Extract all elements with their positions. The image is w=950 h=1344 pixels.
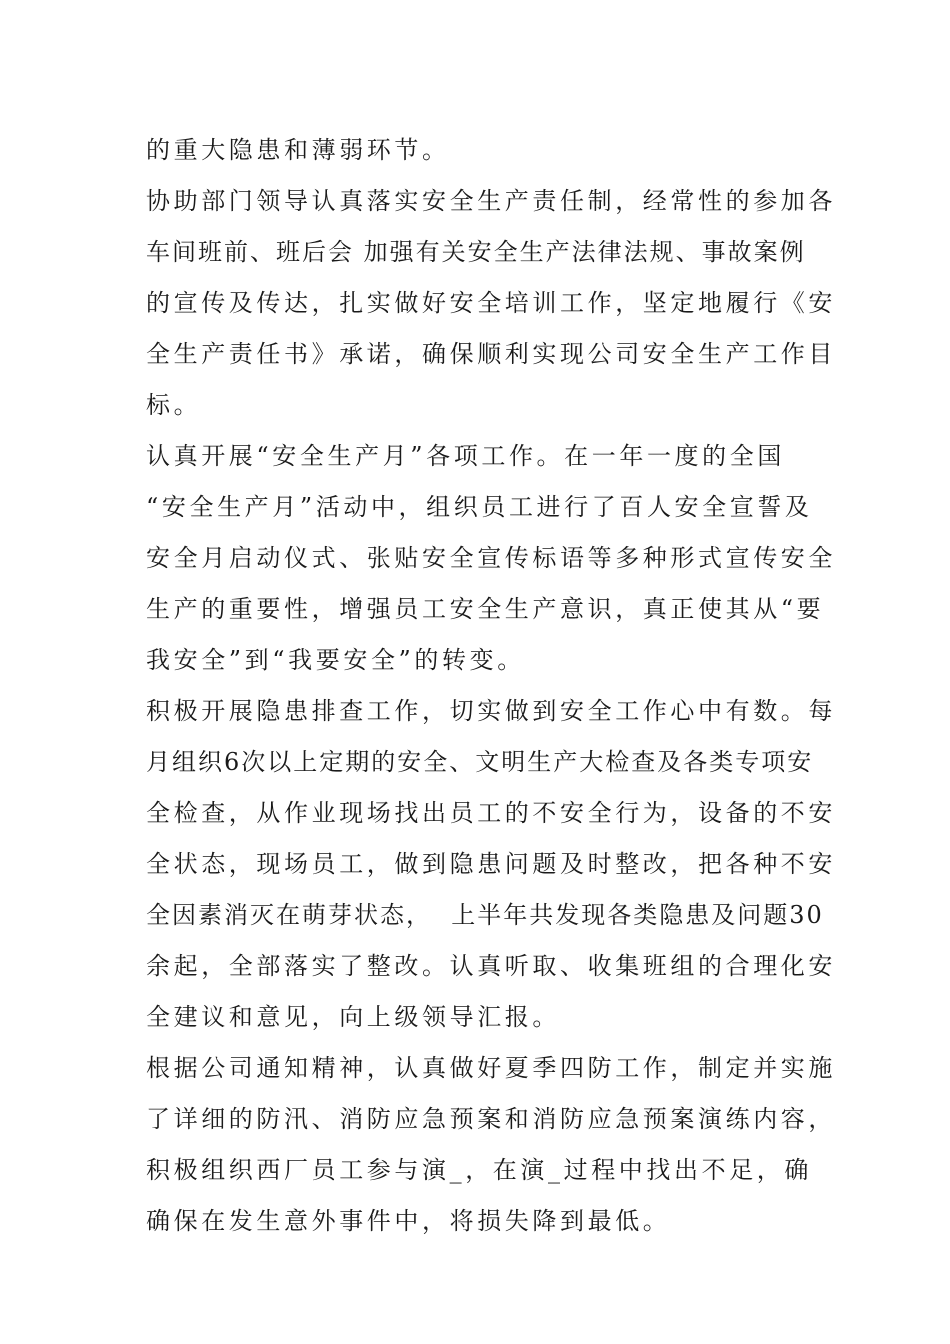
text-line: 标。 <box>146 391 202 419</box>
text-line: 全状态，现场员工，做到隐患问题及时整改，把各种不安 <box>146 850 836 878</box>
text-line: 的重大隐患和薄弱环节。 <box>146 136 450 164</box>
text-line: 认真开展“安全生产月”各项工作。在一年一度的全国 <box>146 442 785 470</box>
text-line: 的宣传及传达，扎实做好安全培训工作，坚定地履行《安 <box>146 289 836 317</box>
text-line: 余起，全部落实了整改。认真听取、收集班组的合理化安 <box>146 952 836 980</box>
text-line: 月组织6次以上定期的安全、文明生产大检查及各类专项安 <box>146 748 814 776</box>
text-line: 车间班前、班后会 加强有关安全生产法律法规、事故案例 <box>146 238 806 266</box>
text-line: “安全生产月”活动中，组织员工进行了百人安全宣誓及 <box>146 493 813 521</box>
text-line: 安全月启动仪式、张贴安全宣传标语等多种形式宣传安全 <box>146 544 836 572</box>
text-line: 确保在发生意外事件中，将损失降到最低。 <box>146 1207 671 1235</box>
text-line: 生产的重要性，增强员工安全生产意识，真正使其从“要 <box>146 595 825 623</box>
text-line: 全生产责任书》承诺，确保顺利实现公司安全生产工作目 <box>146 340 836 368</box>
text-line: 我安全”到“我要安全”的转变。 <box>146 646 525 674</box>
text-line: 全因素消灭在萌芽状态， 上半年共发现各类隐患及问题30 <box>146 901 824 929</box>
text-line: 全检查，从作业现场找出员工的不安全行为，设备的不安 <box>146 799 836 827</box>
text-line: 积极组织西厂员工参与演_，在演_过程中找出不足，确 <box>146 1156 812 1184</box>
text-line: 积极开展隐患排查工作，切实做到安全工作心中有数。每 <box>146 697 836 725</box>
text-line: 全建议和意见，向上级领导汇报。 <box>146 1003 560 1031</box>
text-line: 根据公司通知精神，认真做好夏季四防工作，制定并实施 <box>146 1054 836 1082</box>
text-line: 协助部门领导认真落实安全生产责任制，经常性的参加各 <box>146 187 836 215</box>
text-line: 了详细的防汛、消防应急预案和消防应急预案演练内容， <box>146 1105 836 1133</box>
